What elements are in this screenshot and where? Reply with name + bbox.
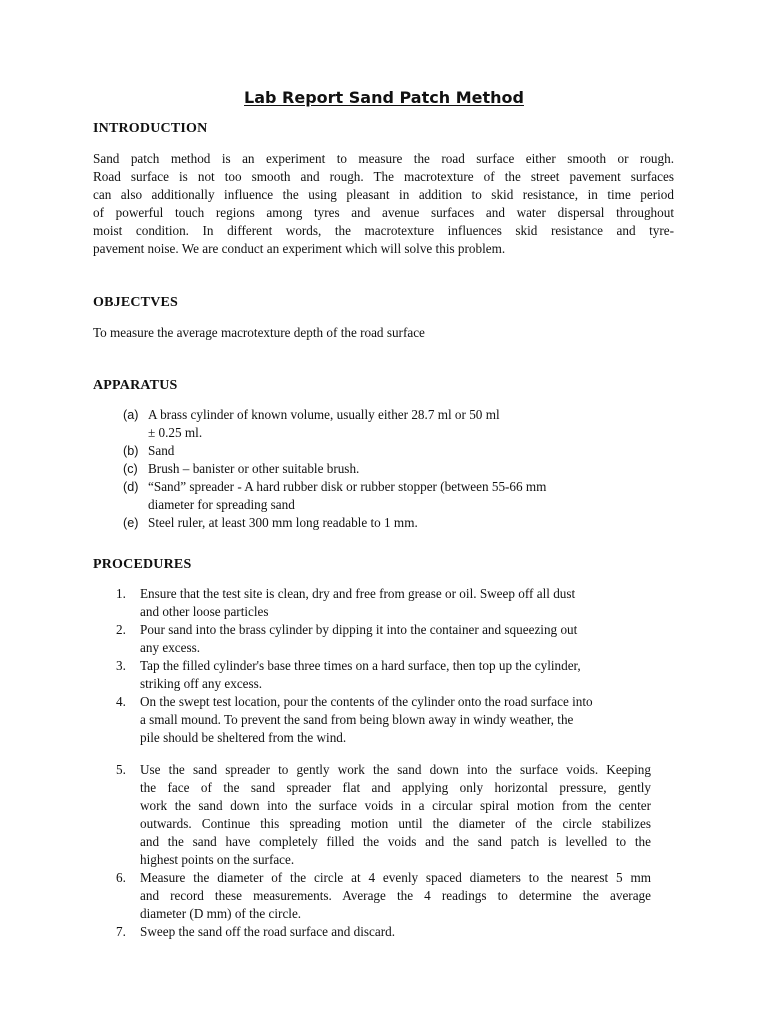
list-item-text: Sweep the sand off the road surface and discard. (140, 924, 395, 939)
list-item-text: ± 0.25 ml. (148, 425, 203, 440)
list-marker: 6. (116, 870, 126, 885)
list-item-text: pile should be sheltered from the wind. (140, 730, 347, 745)
list-marker: (c) (123, 462, 138, 476)
list-marker: 1. (116, 586, 126, 601)
list-item-line: highest points on the surface. (140, 852, 295, 867)
list-marker: (d) (123, 480, 139, 494)
list-item-text: On the swept test location, pour the contents of the cylinder onto the road surface into (140, 694, 593, 709)
introduction-line: can also additionally influence the using pleasant in addition to skid resistance, in time period (93, 187, 674, 202)
list-item-line: the face of the sand spreader flat and applying only horizontal pressure, gently (140, 780, 651, 795)
list-item-line: and the sand have completely filled the voids and the sand patch is levelled to the (140, 834, 651, 849)
list-marker: 4. (116, 694, 126, 709)
list-item-text: Brush – banister or other suitable brush. (148, 461, 360, 476)
list-item-line: Use the sand spreader to gently work the sand down into the surface voids. Keeping (140, 762, 651, 777)
list-marker: 3. (116, 658, 126, 673)
introduction-line: Sand patch method is an experiment to measure the road surface either smooth or rough. (93, 151, 674, 166)
list-item-text: “Sand” spreader - A hard rubber disk or rubber stopper (between 55-66 mm (148, 479, 547, 494)
procedures-list (116, 585, 676, 941)
list-marker: 7. (116, 924, 126, 939)
list-item (116, 585, 676, 621)
list-item-line: diameter (D mm) of the circle. (140, 906, 302, 921)
introduction-line: pavement noise. We are conduct an experiment which will solve this problem. (93, 241, 506, 256)
list-item-text: Tap the filled cylinder's base three times on a hard surface, then top up the cylinder, (140, 658, 581, 673)
list-item-text: any excess. (140, 640, 201, 655)
introduction-paragraph (93, 150, 674, 258)
list-item-text: striking off any excess. (140, 676, 263, 691)
list-marker: 5. (116, 762, 126, 777)
list-marker: 2. (116, 622, 126, 637)
list-item-line: and record these measurements. Average the 4 readings to determine the average (140, 888, 651, 903)
introduction-line: of powerful touch regions among tyres and avenue surfaces and water dispersal throughout (93, 205, 674, 220)
list-item (116, 869, 676, 923)
list-item (116, 657, 676, 693)
document-title: Lab Report Sand Patch Method (244, 88, 524, 107)
procedures-heading: PROCEDURES (93, 557, 192, 572)
list-item (123, 406, 683, 442)
list-item-line: outwards. Continue this spreading motion until the diameter of the circle stabilizes (140, 816, 651, 831)
list-item-text: Sand (148, 443, 175, 458)
apparatus-heading: APPARATUS (93, 378, 178, 393)
list-item (116, 923, 676, 941)
list-item (123, 514, 683, 532)
objectives-heading: OBJECTVES (93, 295, 179, 310)
list-item-text: a small mound. To prevent the sand from being blown away in windy weather, the (140, 712, 574, 727)
list-item (116, 693, 676, 747)
introduction-heading: INTRODUCTION (93, 121, 208, 136)
list-item-text: diameter for spreading sand (148, 497, 295, 512)
list-item (123, 478, 683, 514)
list-item (123, 442, 683, 460)
list-item (123, 460, 683, 478)
list-marker: (a) (123, 408, 139, 422)
introduction-line: moist condition. In different words, the macrotexture influences skid resistance and tyre- (93, 223, 674, 238)
list-item-text: Steel ruler, at least 300 mm long readable to 1 mm. (148, 515, 418, 530)
list-item-text: Pour sand into the brass cylinder by dipping it into the container and squeezing out (140, 622, 578, 637)
list-item (116, 761, 676, 869)
list-item (116, 621, 676, 657)
list-item-text: Ensure that the test site is clean, dry and free from grease or oil. Sweep off all dust (140, 586, 576, 601)
apparatus-list (123, 406, 683, 532)
list-item-line: Measure the diameter of the circle at 4 evenly spaced diameters to the nearest 5 mm (140, 870, 651, 885)
objectives-text: To measure the average macrotexture depth of the road surface (93, 325, 425, 340)
list-item-text: and other loose particles (140, 604, 269, 619)
list-item-text (140, 869, 651, 923)
list-marker: (e) (123, 516, 139, 530)
list-item-line: work the sand down into the surface voids in a circular spiral motion from the center (140, 798, 651, 813)
list-marker: (b) (123, 444, 139, 458)
list-item-text (140, 761, 651, 869)
list-item-text: A brass cylinder of known volume, usually either 28.7 ml or 50 ml (148, 407, 500, 422)
introduction-line: Road surface is not too smooth and rough. The macrotexture of the street pavement surfaces (93, 169, 674, 184)
